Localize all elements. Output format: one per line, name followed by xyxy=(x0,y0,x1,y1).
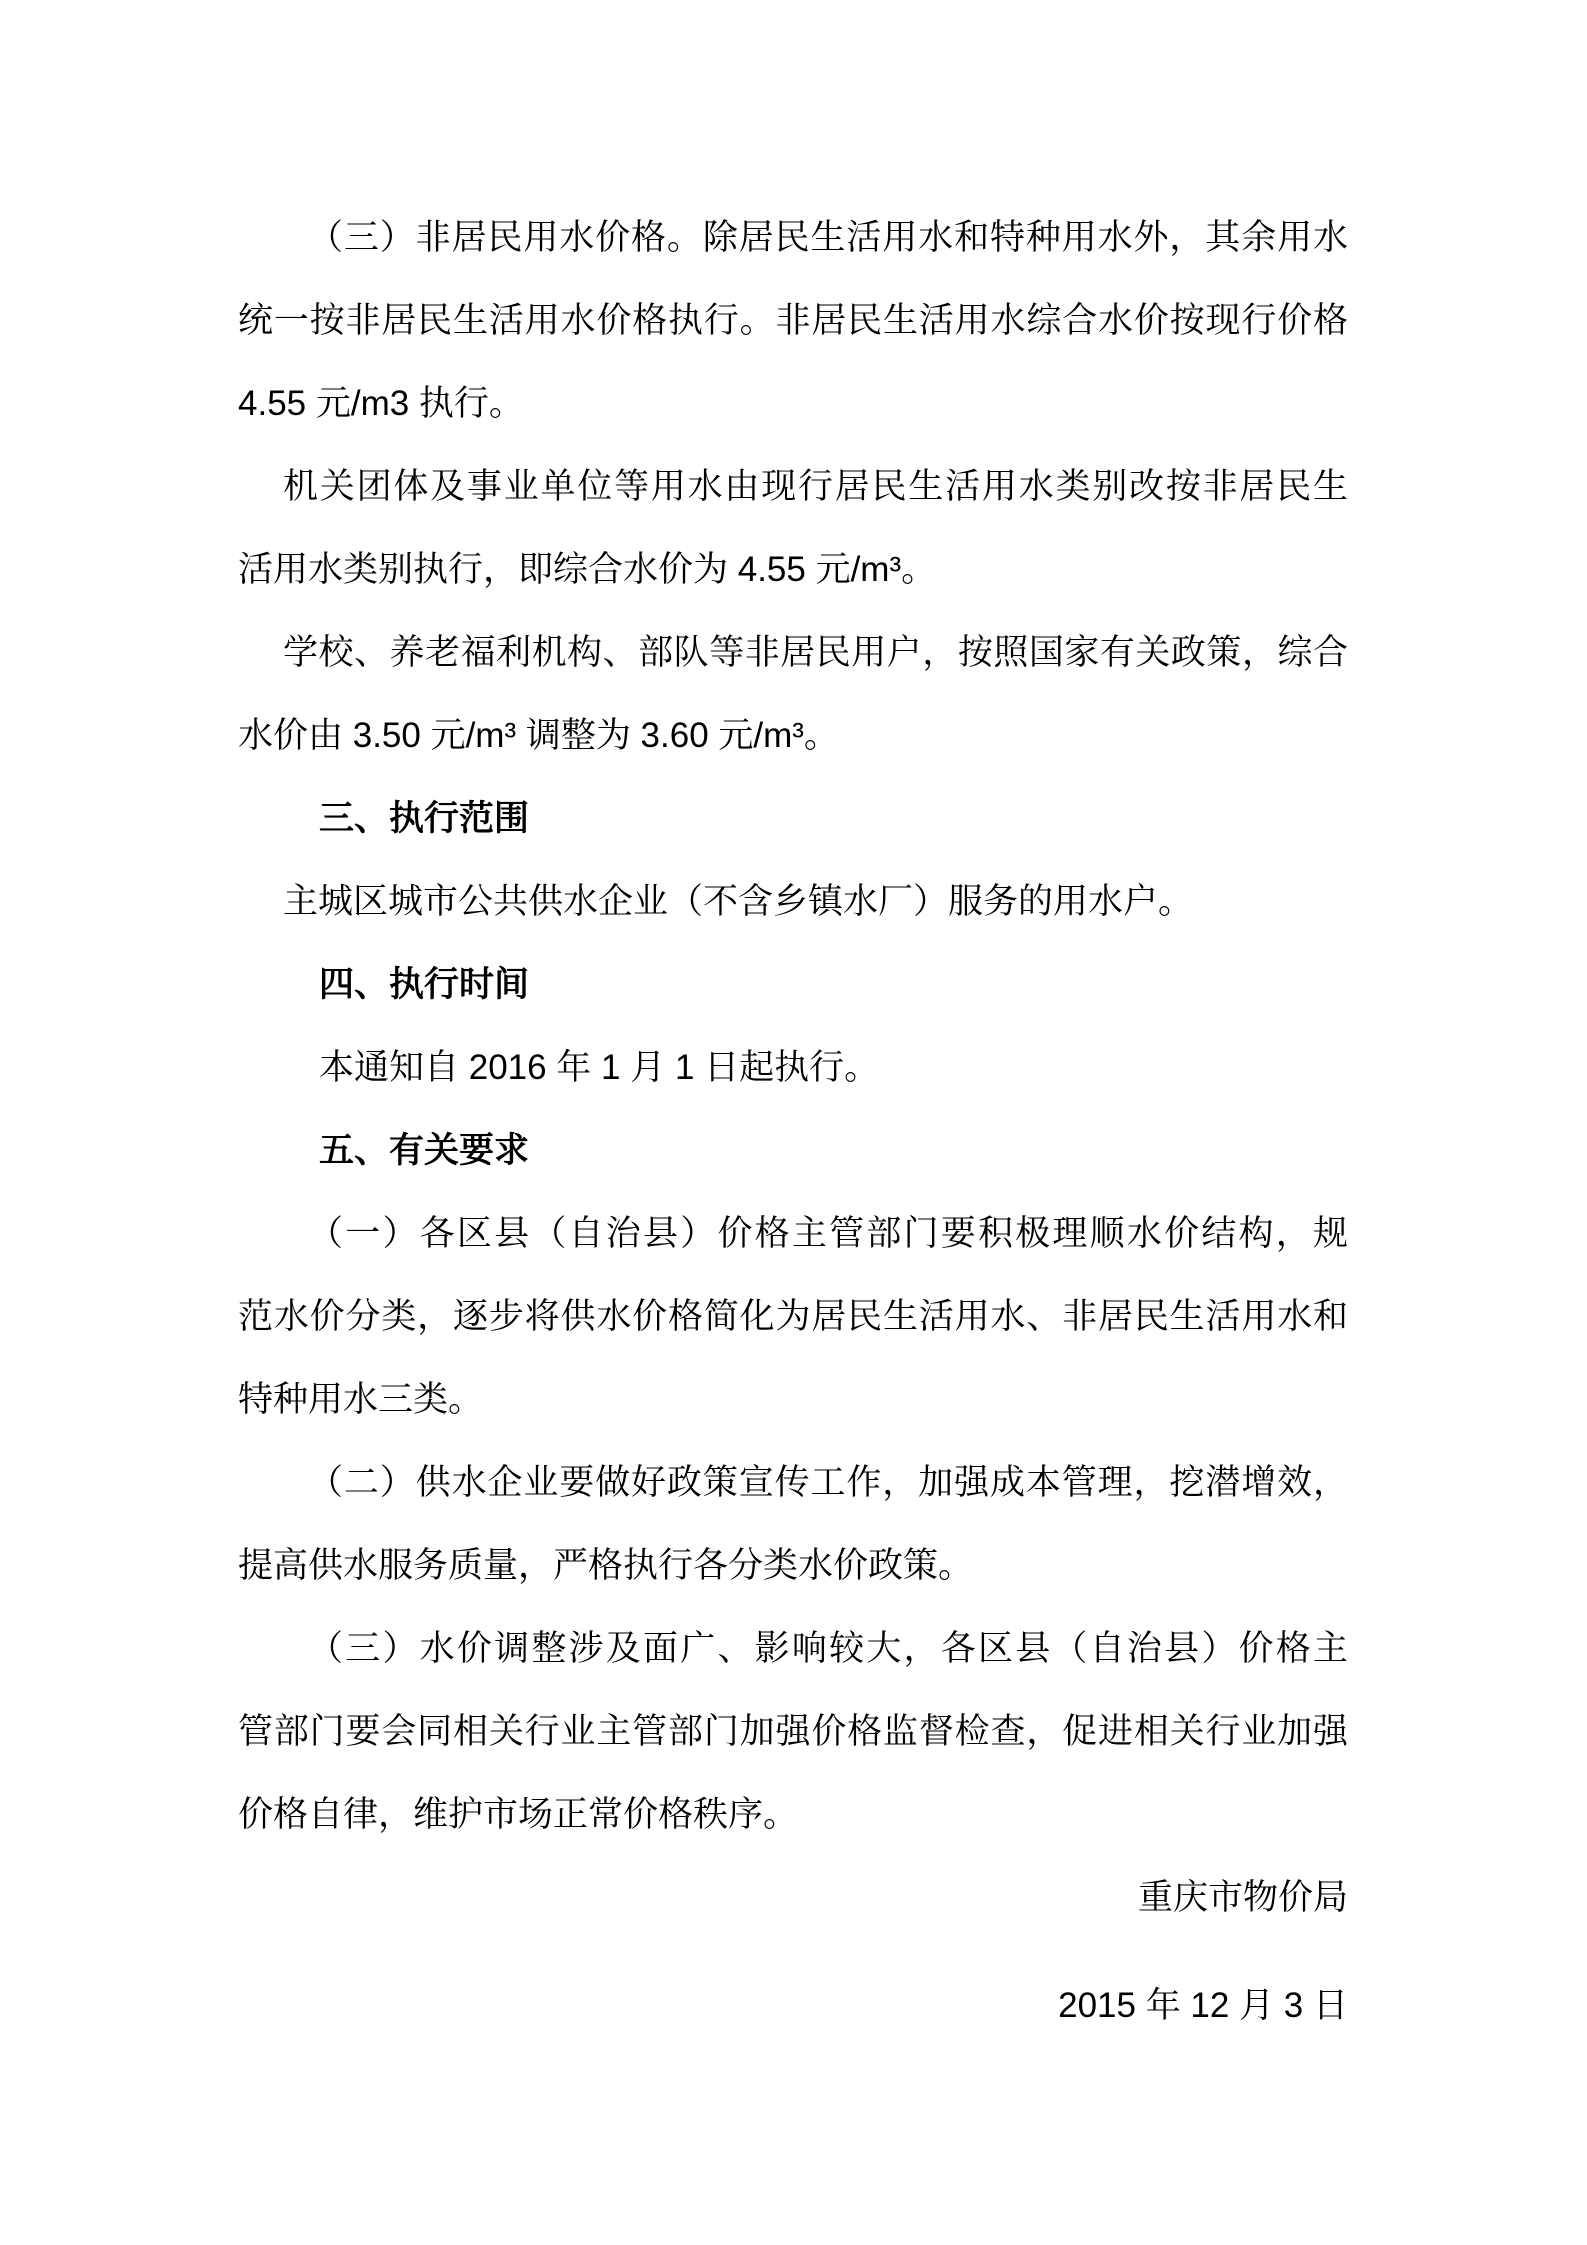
para-schools-line-2: 水价由 3.50 元/m³ 调整为 3.60 元/m³。 xyxy=(238,716,839,755)
section-heading-effective-time: 四、执行时间 xyxy=(319,965,530,1004)
para-requirement-1-line-1: （一）各区县（自治县）价格主管部门要积极理顺水价结构，规 xyxy=(308,1214,1348,1253)
signature-date: 2015 年 12 月 3 日 xyxy=(1058,1986,1348,2025)
para-institutions-line-1: 机关团体及事业单位等用水由现行居民生活用水类别改按非居民生 xyxy=(283,467,1348,506)
para-requirement-3-line-1: （三）水价调整涉及面广、影响较大，各区县（自治县）价格主 xyxy=(308,1629,1348,1668)
para-requirement-2-line-1: （二）供水企业要做好政策宣传工作，加强成本管理，挖潜增效， xyxy=(308,1463,1348,1502)
para-requirement-3-line-3: 价格自律，维护市场正常价格秩序。 xyxy=(238,1795,799,1834)
signature-issuer: 重庆市物价局 xyxy=(1137,1878,1348,1917)
para-requirement-1-line-2: 范水价分类，逐步将供水价格简化为居民生活用水、非居民生活用水和 xyxy=(238,1297,1348,1336)
para-nonresident-price-line-1: （三）非居民用水价格。除居民生活用水和特种用水外，其余用水 xyxy=(308,218,1348,257)
section-heading-scope: 三、执行范围 xyxy=(319,799,530,838)
para-requirement-1-line-3: 特种用水三类。 xyxy=(238,1380,484,1419)
section-heading-requirements: 五、有关要求 xyxy=(319,1131,530,1170)
para-institutions-line-2: 活用水类别执行，即综合水价为 4.55 元/m³。 xyxy=(238,550,937,589)
para-scope-body: 主城区城市公共供水企业（不含乡镇水厂）服务的用水户。 xyxy=(283,882,1194,921)
para-requirement-2-line-2: 提高供水服务质量，严格执行各分类水价政策。 xyxy=(238,1546,974,1585)
para-nonresident-price-line-3: 4.55 元/m3 执行。 xyxy=(238,384,524,423)
para-schools-line-1: 学校、养老福利机构、部队等非居民用户，按照国家有关政策，综合 xyxy=(283,633,1348,672)
para-requirement-3-line-2: 管部门要会同相关行业主管部门加强价格监督检查，促进相关行业加强 xyxy=(238,1712,1348,1751)
para-nonresident-price-line-2: 统一按非居民生活用水价格执行。非居民生活用水综合水价按现行价格 xyxy=(238,301,1348,340)
para-effective-time-body: 本通知自 2016 年 1 月 1 日起执行。 xyxy=(319,1048,880,1087)
